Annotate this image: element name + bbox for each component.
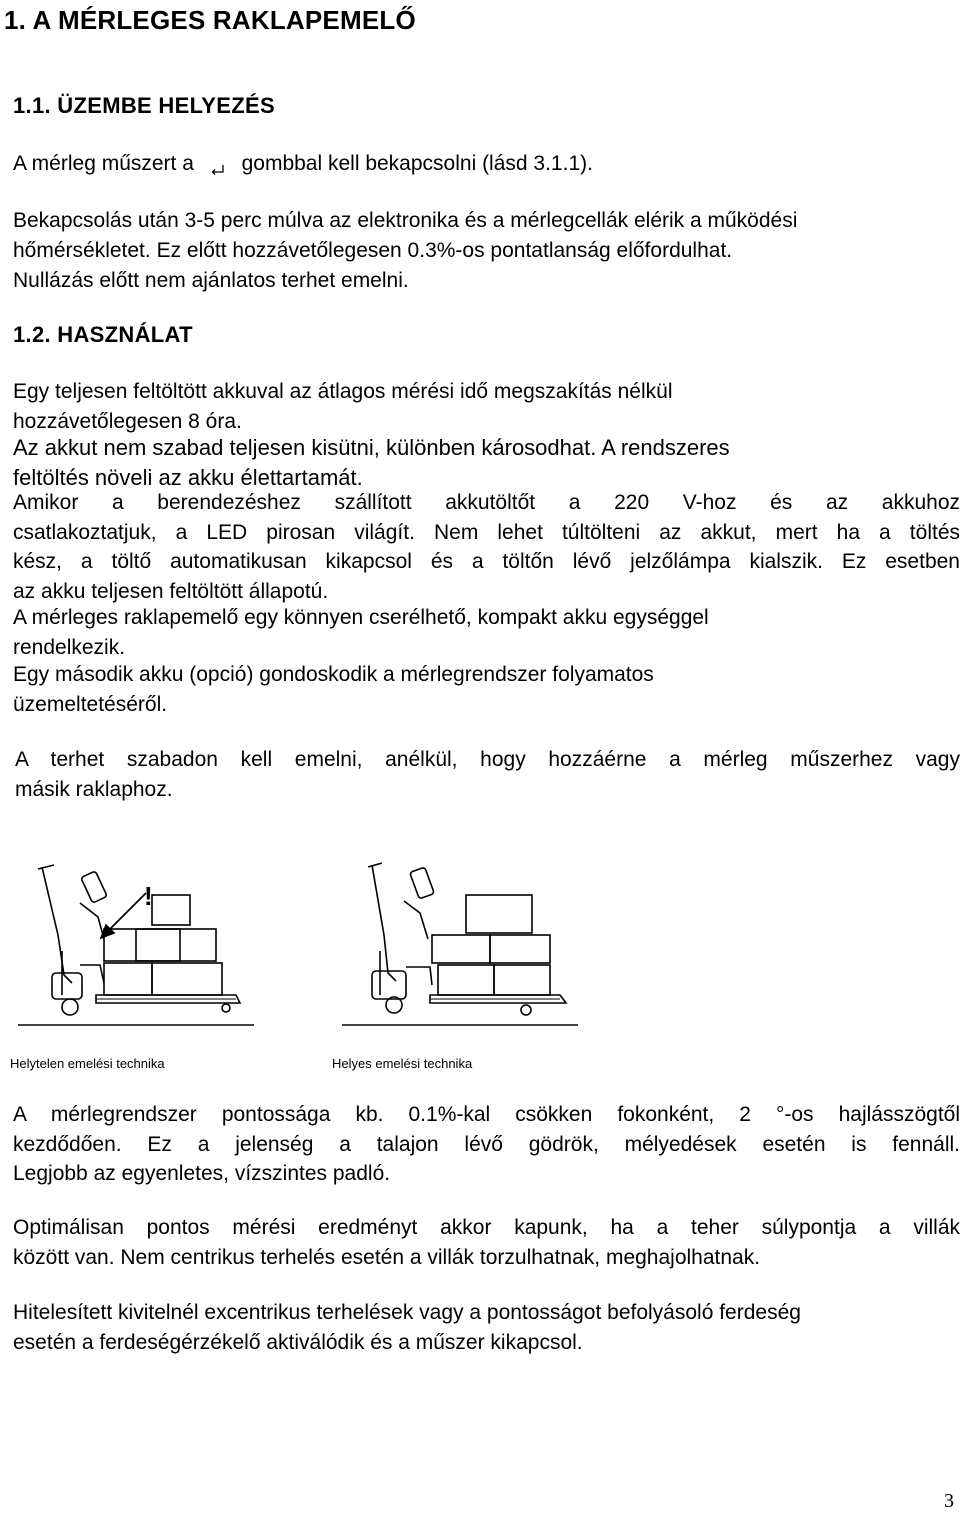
text-line: hozzávetőlegesen 8 óra. [13,410,242,433]
section-title-hasznalat: 1.2. HASZNÁLAT [13,322,193,347]
caption-right-technique: Helyes emelési technika [332,1056,473,1071]
text-line: kezdődően. Ez a jelenség a talajon lévő gödrök, mélyedések esetén is fennáll. [13,1132,960,1156]
text-line: Optimálisan pontos mérési eredményt akkor kapunk, ha a teher súlypontja a villák [13,1216,960,1239]
power-on-paragraph [13,149,593,179]
tilt-sensor-paragraph [13,1298,960,1357]
caption-wrong-technique: Helytelen emelési technika [10,1056,165,1071]
text-line: esetén a ferdeségérzékelő aktiválódik és a műszer kikapcsol. [13,1330,583,1354]
wrong-pallet-truck [38,865,240,1015]
text-line: A mérlegrendszer pontossága kb. 0.1%-kal csökken fokonként, 2 °-os hajlásszögtől [13,1103,960,1126]
page-heading: 1. A MÉRLEGES RAKLAPEMELŐ [4,5,416,35]
text-line: az akku teljesen feltöltött állapotú. [13,579,329,603]
text-line: Hitelesített kivitelnél excentrikus terhelések vagy a pontosságot befolyásoló ferdeség [13,1301,801,1324]
power-on-text-before: A mérleg műszert a [13,152,194,175]
text-line: üzemeltetéséről. [13,693,168,716]
lifting-technique-illustration [0,855,960,1035]
warning-arrow [101,893,146,938]
battery-warning-paragraph [13,433,730,493]
enter-key-icon [200,155,236,185]
lifting-technique-figure [0,855,960,1035]
power-on-text-after: gombbal kell bekapcsolni (lásd 3.1.1). [241,152,593,175]
text-line: Az akkut nem szabad teljesen kisütni, különben károsodhat. A rendszeres [13,435,730,460]
text-line: hőmérsékletet. Ez előtt hozzávetőlegesen 0.3%-os pontatlanság előfordulhat. [13,239,733,262]
text-line: Legjobb az egyenletes, vízszintes padló. [13,1162,391,1185]
charger-paragraph [13,488,960,606]
wrong-boxes [104,895,222,995]
text-line: Amikor a berendezéshez szállított akkutöltőt a 220 V-hoz és az akkuhoz [13,491,960,514]
warmup-paragraph [13,206,797,296]
right-boxes [432,895,550,995]
text-line: Egy teljesen feltöltött akkuval az átlagos mérési idő megszakítás nélkül [13,380,673,403]
free-lift-paragraph [15,745,960,805]
text-line: Bekapcsolás után 3-5 perc múlva az elektronika és a mérlegcellák elérik a működési [13,209,798,232]
text-line: között van. Nem centrikus terhelés esetén a villák torzulhatnak, meghajolhatnak. [13,1245,761,1269]
battery-unit-paragraph [13,603,709,663]
text-line: rendelkezik. [13,636,126,659]
text-line: A mérleges raklapemelő egy könnyen cserélhető, kompakt akku egységgel [13,606,709,629]
second-battery-paragraph [13,660,654,720]
right-pallet-truck [368,863,566,1015]
load-centering-paragraph [13,1213,960,1272]
text-line: másik raklaphoz. [15,778,173,801]
text-line: kész, a töltő automatikusan kikapcsol és a töltőn lévő jelzőlámpa kialszik. Ez esetben [13,550,960,573]
tilt-accuracy-paragraph [13,1100,960,1189]
text-line: Nullázás előtt nem ajánlatos terhet emelni. [13,269,409,292]
text-line: Egy második akku (opció) gondoskodik a mérlegrendszer folyamatos [13,663,654,686]
section-title-uzembe: 1.1. ÜZEMBE HELYEZÉS [13,93,275,118]
text-line: csatlakoztatjuk, a LED pirosan világít. Nem lehet túltölteni az akkut, mert ha a töltés [13,520,960,544]
text-line: feltöltés növeli az akku élettartamát. [13,465,363,490]
battery-time-paragraph [13,377,673,437]
page-number: 3 [944,1490,954,1512]
text-line: A terhet szabadon kell emelni, anélkül, hogy hozzáérne a mérleg műszerhez vagy [15,748,960,771]
warning-mark: ! [144,881,153,911]
